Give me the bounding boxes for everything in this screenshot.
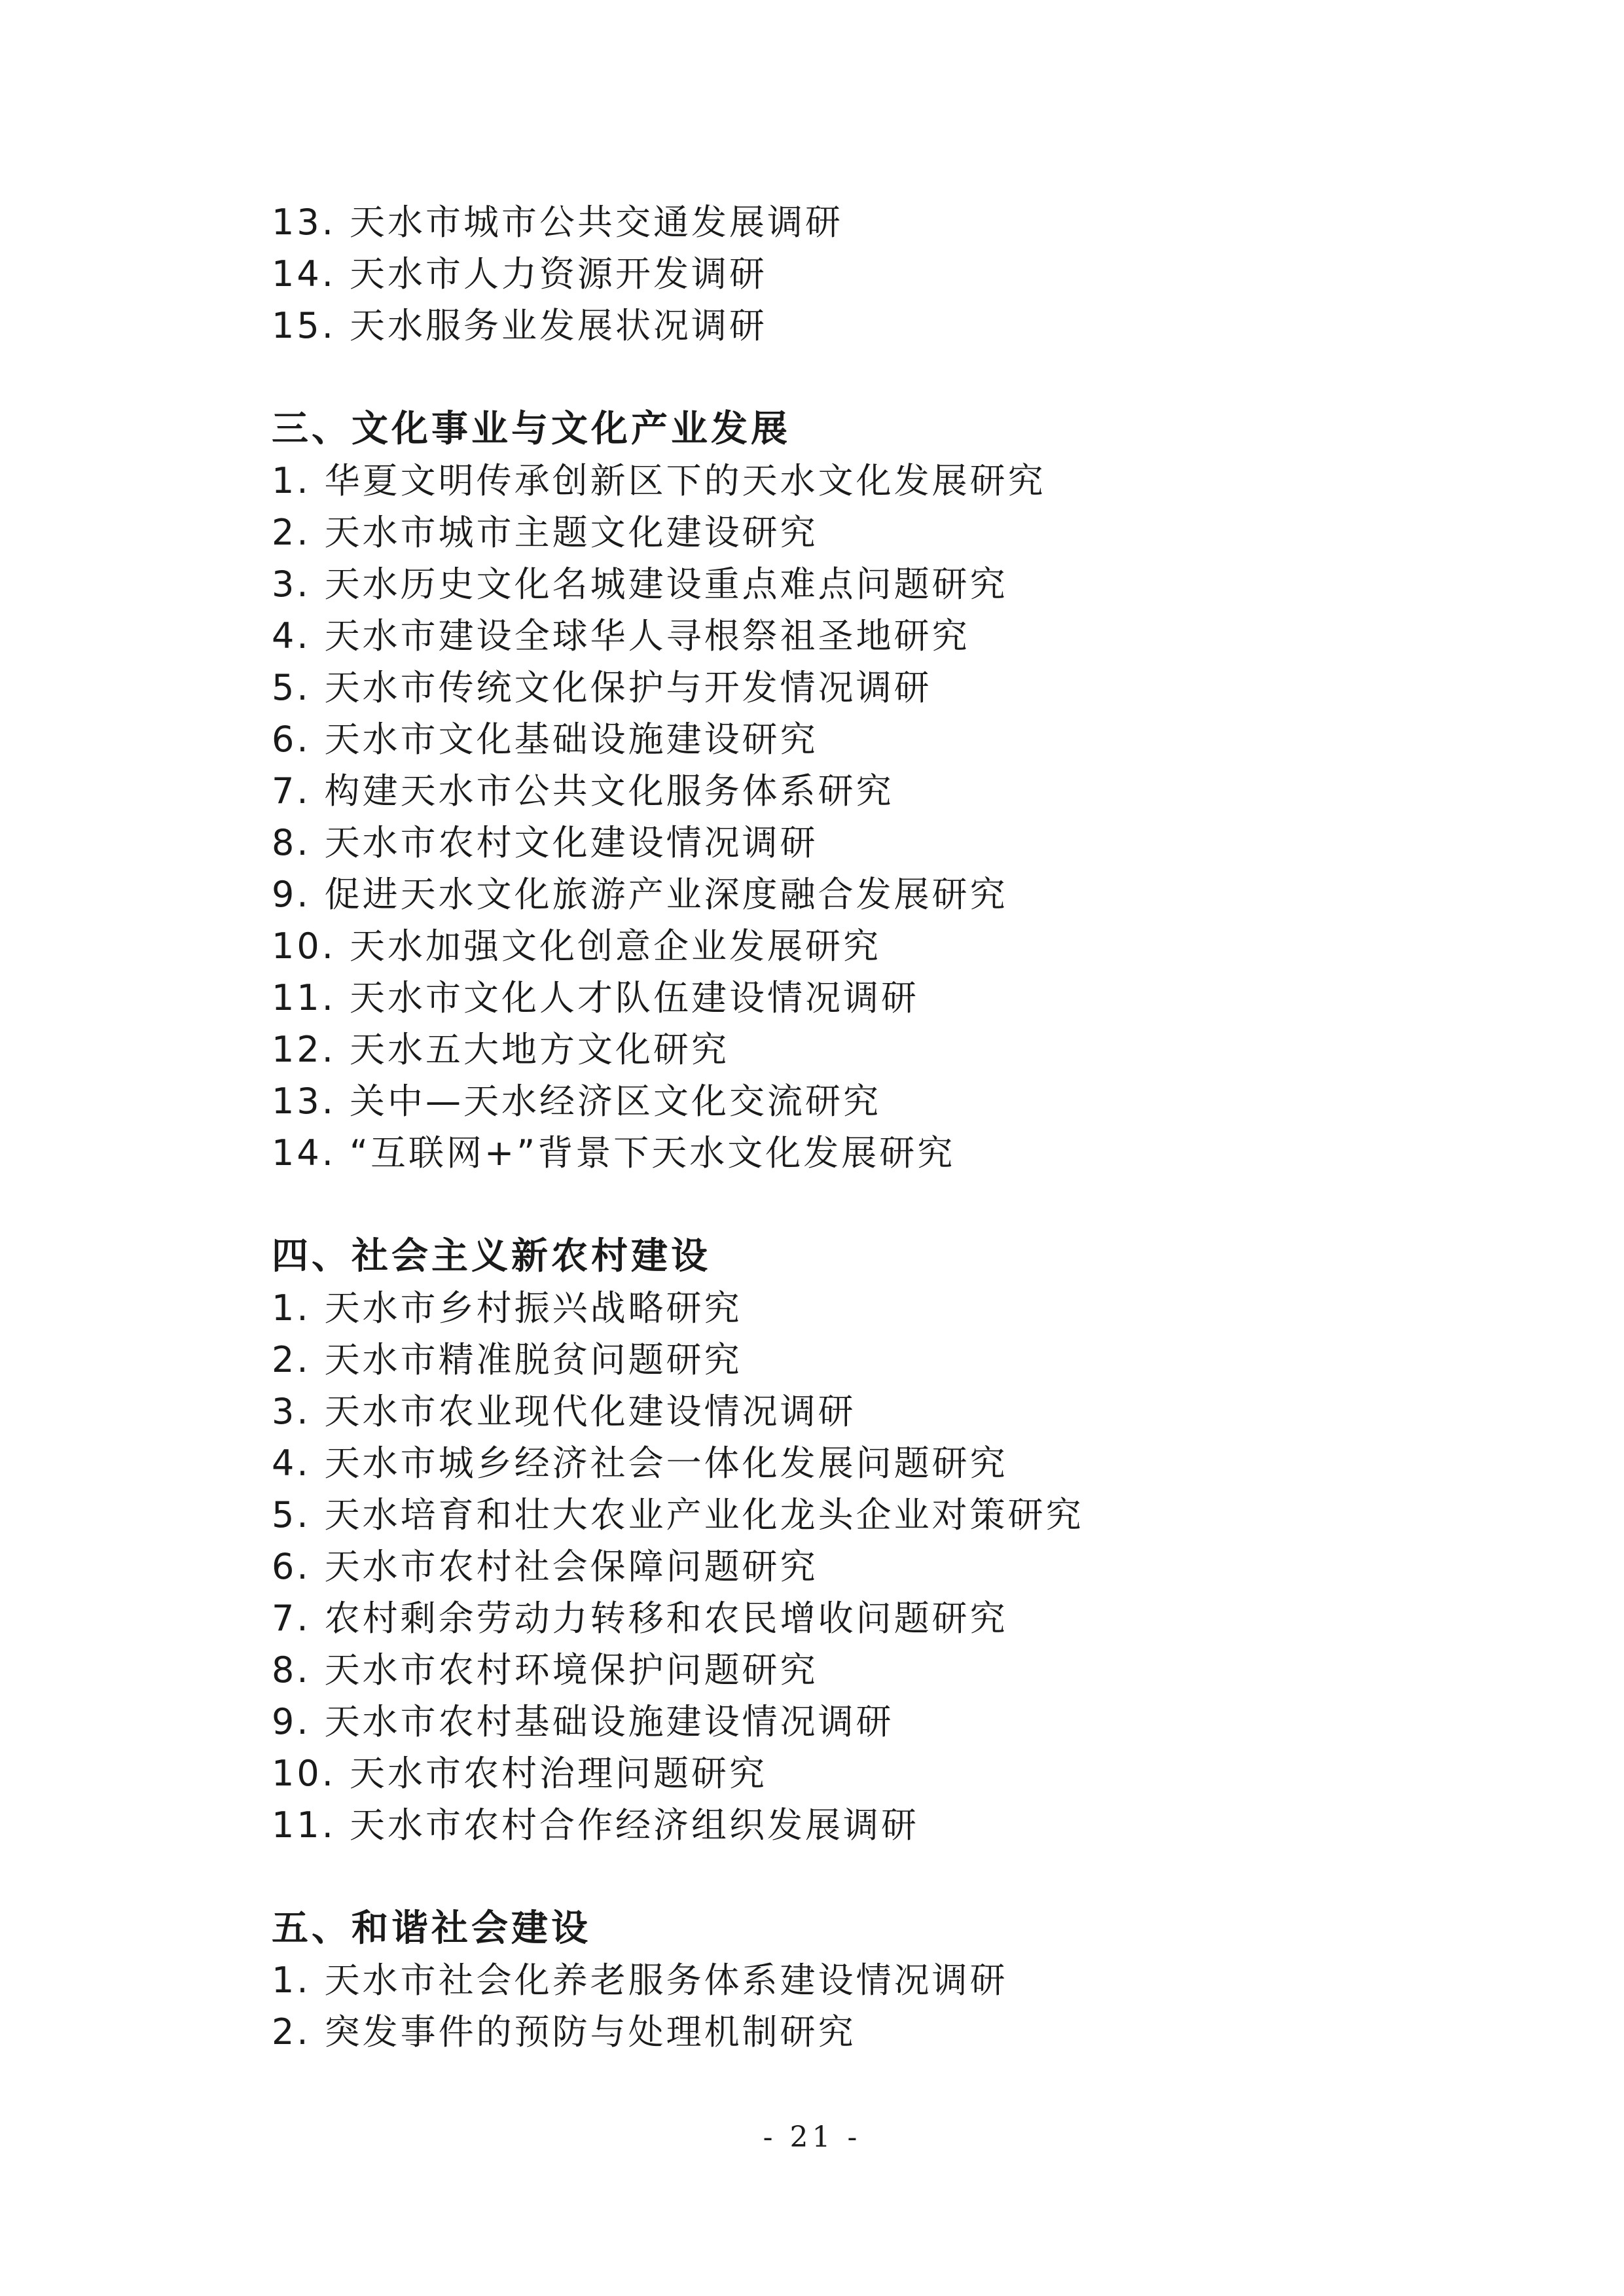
list-item: 12. 天水五大地方文化研究 — [272, 1029, 730, 1070]
list-item: 4. 天水市城乡经济社会一体化发展问题研究 — [272, 1443, 1008, 1484]
list-item: 2. 天水市精准脱贫问题研究 — [272, 1339, 742, 1380]
list-item: 13. 天水市城市公共交通发展调研 — [272, 202, 844, 243]
list-item: 1. 天水市社会化养老服务体系建设情况调研 — [272, 1960, 1008, 2001]
list-item: 10. 天水市农村治理问题研究 — [272, 1753, 768, 1794]
list-item: 1. 华夏文明传承创新区下的天水文化发展研究 — [272, 460, 1046, 501]
page-number: - 21 - — [763, 2121, 861, 2154]
list-item: 3. 天水历史文化名城建设重点难点问题研究 — [272, 564, 1008, 605]
list-item: 14. 天水市人力资源开发调研 — [272, 253, 768, 295]
list-item: 7. 构建天水市公共文化服务体系研究 — [272, 770, 894, 812]
section — [272, 1179, 1450, 1851]
list-item: 7. 农村剩余劳动力转移和农民增收问题研究 — [272, 1598, 1008, 1639]
list-item: 6. 天水市农村社会保障问题研究 — [272, 1546, 818, 1587]
document-body — [272, 196, 1450, 2058]
list-item: 1. 天水市乡村振兴战略研究 — [272, 1287, 742, 1329]
list-item: 6. 天水市文化基础设施建设研究 — [272, 719, 818, 760]
list-item: 13. 关中—天水经济区文化交流研究 — [272, 1081, 882, 1122]
list-item: 11. 天水市文化人才队伍建设情况调研 — [272, 977, 920, 1018]
list-item: 5. 天水培育和壮大农业产业化龙头企业对策研究 — [272, 1494, 1084, 1535]
list-item: 2. 天水市城市主题文化建设研究 — [272, 512, 818, 553]
list-item: 2. 突发事件的预防与处理机制研究 — [272, 2011, 856, 2053]
section-heading: 四、社会主义新农村建设 — [272, 1235, 711, 1278]
section — [272, 1851, 1450, 2058]
list-item: 4. 天水市建设全球华人寻根祭祖圣地研究 — [272, 615, 970, 656]
section — [272, 196, 1450, 351]
list-item: 11. 天水市农村合作经济组织发展调研 — [272, 1804, 920, 1846]
list-item: 5. 天水市传统文化保护与开发情况调研 — [272, 667, 932, 708]
list-item: 8. 天水市农村文化建设情况调研 — [272, 822, 818, 863]
section-spacer — [272, 1851, 1450, 1903]
section-heading: 三、文化事业与文化产业发展 — [272, 408, 791, 450]
section-spacer — [272, 1179, 1450, 1230]
list-item: 8. 天水市农村环境保护问题研究 — [272, 1649, 818, 1691]
section-heading: 五、和谐社会建设 — [272, 1907, 591, 1950]
list-item: 3. 天水市农业现代化建设情况调研 — [272, 1391, 856, 1432]
section — [272, 351, 1450, 1179]
section-spacer — [272, 351, 1450, 403]
list-item: 9. 天水市农村基础设施建设情况调研 — [272, 1701, 894, 1742]
list-item: 15. 天水服务业发展状况调研 — [272, 305, 768, 346]
list-item: 9. 促进天水文化旅游产业深度融合发展研究 — [272, 874, 1008, 915]
list-item: 10. 天水加强文化创意企业发展研究 — [272, 925, 882, 967]
list-item: 14. “互联网+”背景下天水文化发展研究 — [272, 1132, 956, 1174]
